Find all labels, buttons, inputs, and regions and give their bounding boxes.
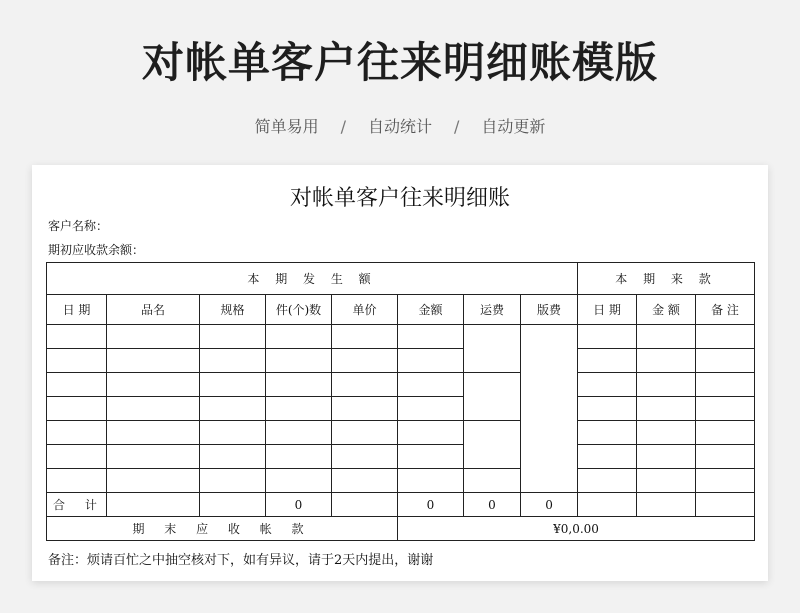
cell[interactable] bbox=[107, 493, 200, 517]
cell[interactable] bbox=[107, 325, 200, 349]
cell[interactable] bbox=[47, 421, 107, 445]
table-row bbox=[47, 445, 755, 469]
cell[interactable] bbox=[398, 325, 464, 349]
cell[interactable] bbox=[696, 349, 755, 373]
cell[interactable] bbox=[266, 421, 332, 445]
col-amount: 金额 bbox=[398, 295, 464, 325]
cell[interactable] bbox=[637, 397, 696, 421]
table-row bbox=[47, 397, 755, 421]
cell[interactable] bbox=[696, 421, 755, 445]
cell[interactable] bbox=[696, 445, 755, 469]
table-row bbox=[47, 325, 755, 349]
cell[interactable] bbox=[637, 373, 696, 397]
cell[interactable] bbox=[332, 469, 398, 493]
cell[interactable] bbox=[332, 493, 398, 517]
cell[interactable] bbox=[107, 349, 200, 373]
total-freight: 0 bbox=[464, 493, 521, 517]
closing-value: ¥0,0.00 bbox=[398, 517, 755, 541]
cell[interactable] bbox=[107, 397, 200, 421]
table-row bbox=[47, 373, 755, 397]
feature-tags bbox=[0, 114, 800, 137]
cell[interactable] bbox=[398, 469, 464, 493]
col-freight: 运费 bbox=[464, 295, 521, 325]
col-product: 品名 bbox=[107, 295, 200, 325]
plate-fee-cell[interactable] bbox=[521, 325, 578, 493]
cell[interactable] bbox=[398, 421, 464, 445]
cell[interactable] bbox=[696, 325, 755, 349]
cell[interactable] bbox=[107, 373, 200, 397]
cell[interactable] bbox=[200, 445, 266, 469]
remark-note: 备注：烦请百忙之中抽空核对下，如有异议，请于2天内提出，谢谢 bbox=[48, 553, 434, 568]
cell[interactable] bbox=[47, 325, 107, 349]
cell[interactable] bbox=[107, 445, 200, 469]
cell[interactable] bbox=[47, 373, 107, 397]
table-row bbox=[47, 349, 755, 373]
total-qty: 0 bbox=[266, 493, 332, 517]
cell[interactable] bbox=[200, 397, 266, 421]
cell[interactable] bbox=[578, 421, 637, 445]
total-plate-fee: 0 bbox=[521, 493, 578, 517]
cell[interactable] bbox=[578, 373, 637, 397]
cell[interactable] bbox=[47, 469, 107, 493]
cell[interactable] bbox=[637, 469, 696, 493]
ledger-sheet bbox=[32, 165, 768, 581]
cell[interactable] bbox=[578, 325, 637, 349]
freight-cell[interactable] bbox=[464, 373, 521, 421]
cell[interactable] bbox=[200, 469, 266, 493]
tag-auto-update: 自动更新 bbox=[481, 117, 546, 136]
cell[interactable] bbox=[200, 493, 266, 517]
cell[interactable] bbox=[266, 469, 332, 493]
cell[interactable] bbox=[332, 445, 398, 469]
cell[interactable] bbox=[200, 373, 266, 397]
cell[interactable] bbox=[200, 421, 266, 445]
cell[interactable] bbox=[578, 469, 637, 493]
table-row bbox=[47, 421, 755, 445]
cell[interactable] bbox=[637, 493, 696, 517]
tag-easy: 简单易用 bbox=[254, 117, 319, 136]
cell[interactable] bbox=[637, 349, 696, 373]
cell[interactable] bbox=[696, 373, 755, 397]
col-unit-price: 单价 bbox=[332, 295, 398, 325]
cell[interactable] bbox=[637, 445, 696, 469]
cell[interactable] bbox=[332, 421, 398, 445]
closing-label: 期 末 应 收 帐 款 bbox=[47, 517, 398, 541]
ledger-table bbox=[46, 262, 755, 541]
col-remarks: 备 注 bbox=[696, 295, 755, 325]
cell[interactable] bbox=[398, 349, 464, 373]
page-title: 对帐单客户往来明细账模版 bbox=[141, 38, 658, 87]
tag-separator: / bbox=[454, 117, 460, 136]
freight-cell[interactable] bbox=[464, 469, 521, 493]
cell[interactable] bbox=[332, 373, 398, 397]
table-row bbox=[47, 469, 755, 493]
cell[interactable] bbox=[696, 469, 755, 493]
cell[interactable] bbox=[266, 373, 332, 397]
total-amount: 0 bbox=[398, 493, 464, 517]
cell[interactable] bbox=[200, 325, 266, 349]
cell[interactable] bbox=[696, 493, 755, 517]
cell[interactable] bbox=[578, 445, 637, 469]
cell[interactable] bbox=[266, 325, 332, 349]
tag-auto-stats: 自动统计 bbox=[367, 117, 432, 136]
total-label: 合 计 bbox=[47, 493, 107, 517]
total-row bbox=[47, 493, 755, 517]
cell[interactable] bbox=[398, 397, 464, 421]
cell[interactable] bbox=[637, 325, 696, 349]
col-plate-fee: 版费 bbox=[521, 295, 578, 325]
cell[interactable] bbox=[266, 349, 332, 373]
col-receipt-date: 日 期 bbox=[578, 295, 637, 325]
tag-separator: / bbox=[340, 117, 346, 136]
freight-cell[interactable] bbox=[464, 421, 521, 469]
cell[interactable] bbox=[637, 421, 696, 445]
col-receipt-amount: 金 额 bbox=[637, 295, 696, 325]
cell[interactable] bbox=[47, 349, 107, 373]
cell[interactable] bbox=[107, 469, 200, 493]
cell[interactable] bbox=[578, 397, 637, 421]
col-spec: 规格 bbox=[200, 295, 266, 325]
cell[interactable] bbox=[332, 397, 398, 421]
freight-cell[interactable] bbox=[464, 325, 521, 373]
cell[interactable] bbox=[47, 445, 107, 469]
cell[interactable] bbox=[696, 397, 755, 421]
opening-balance-label[interactable]: 期初应收款余额： bbox=[48, 243, 145, 257]
col-qty: 件(个)数 bbox=[266, 295, 332, 325]
closing-row bbox=[47, 517, 755, 541]
customer-name-label[interactable]: 客户名称： bbox=[48, 219, 109, 233]
cell[interactable] bbox=[266, 397, 332, 421]
cell[interactable] bbox=[578, 493, 637, 517]
group-header-current-period: 本 期 发 生 额 bbox=[47, 263, 578, 295]
cell[interactable] bbox=[578, 349, 637, 373]
cell[interactable] bbox=[332, 325, 398, 349]
col-date: 日 期 bbox=[47, 295, 107, 325]
group-header-current-receipts: 本 期 来 款 bbox=[578, 263, 755, 295]
cell[interactable] bbox=[47, 397, 107, 421]
cell[interactable] bbox=[107, 421, 200, 445]
cell[interactable] bbox=[398, 373, 464, 397]
cell[interactable] bbox=[332, 349, 398, 373]
cell[interactable] bbox=[398, 445, 464, 469]
cell[interactable] bbox=[266, 445, 332, 469]
cell[interactable] bbox=[200, 349, 266, 373]
sheet-title: 对帐单客户往来明细账 bbox=[289, 186, 510, 211]
